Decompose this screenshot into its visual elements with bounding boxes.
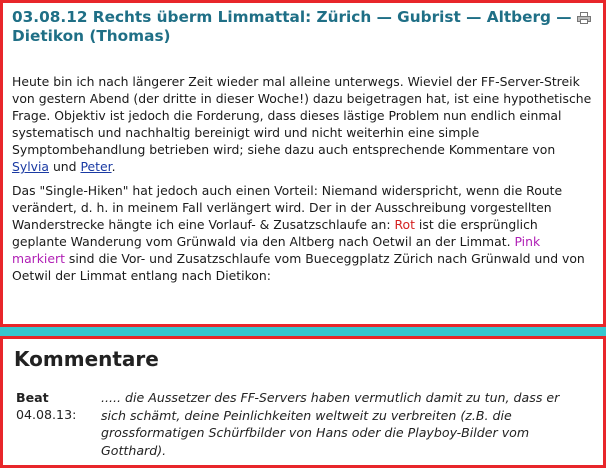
comment-author: Beat — [16, 390, 49, 405]
red-route-label: Rot — [394, 217, 415, 232]
paragraph-text: und — [49, 159, 81, 174]
paragraph-text: Heute bin ich nach längerer Zeit wieder mal alleine unterwegs. Wieviel der FF-Server-Streik von gestern Abend (der dritte in dieser Woche!) dazu beigetragen hat, ist eine hypothetische Frage. Objektiv ist jedoch die Forderung, dass dieses lästige Problem nun endlich einmal systematisch und nachhaltig bereinigt wird und nicht weiterhin eine simple Symptombehandlung betrieben wird; siehe dazu auch entsprechende Kommentare von — [12, 74, 592, 157]
post-title: 03.08.12 Rechts überm Limmattal: Zürich — Gubrist — Altberg — Dietikon (Thomas) — [12, 8, 572, 45]
comments-heading: Kommentare — [14, 347, 159, 371]
paragraph-text: sind die Vor- und Zusatzschlaufe vom Bueceggplatz Zürich nach Grünwald und von Oetwil der Limmat entlang nach Dietikon: — [12, 251, 585, 283]
post-paragraph — [12, 73, 592, 175]
comment-date: 04.08.13: — [16, 407, 77, 422]
paragraph-text: Das "Single-Hiken" hat jedoch auch einen Vorteil: Niemand widerspricht, wenn die Route verändert, d. h. in meinem Fall verlängert wird. Der in der Ausschreibung vorgestellten Wanderstrecke hängte ich eine Vorlauf- & Zusatzschlaufe an: — [12, 183, 563, 232]
paragraph-text: . — [111, 159, 116, 174]
printer-icon[interactable] — [577, 9, 591, 21]
section-separator — [0, 327, 606, 336]
post-body — [12, 73, 592, 291]
comments-panel — [0, 336, 606, 468]
link-peter[interactable]: Peter — [80, 159, 112, 174]
paragraph-text: ist die ersprünglich geplante Wanderung vom Grünwald via den Altberg nach Oetwil an der Limmat. — [12, 217, 538, 249]
comment-text: ..... die Aussetzer des FF-Servers haben vermutlich damit zu tun, dass er sich schämt, deine Peinlichkeiten weltweit zu verbreiten (z.B. die grossformatigen Schürfbilder von Hans oder die Playboy-Bilder vom Gotthard). — [101, 390, 560, 458]
link-sylvia[interactable]: Sylvia — [12, 159, 50, 174]
pink-route-label: Pink markiert — [12, 234, 541, 266]
post-paragraph — [12, 182, 592, 284]
